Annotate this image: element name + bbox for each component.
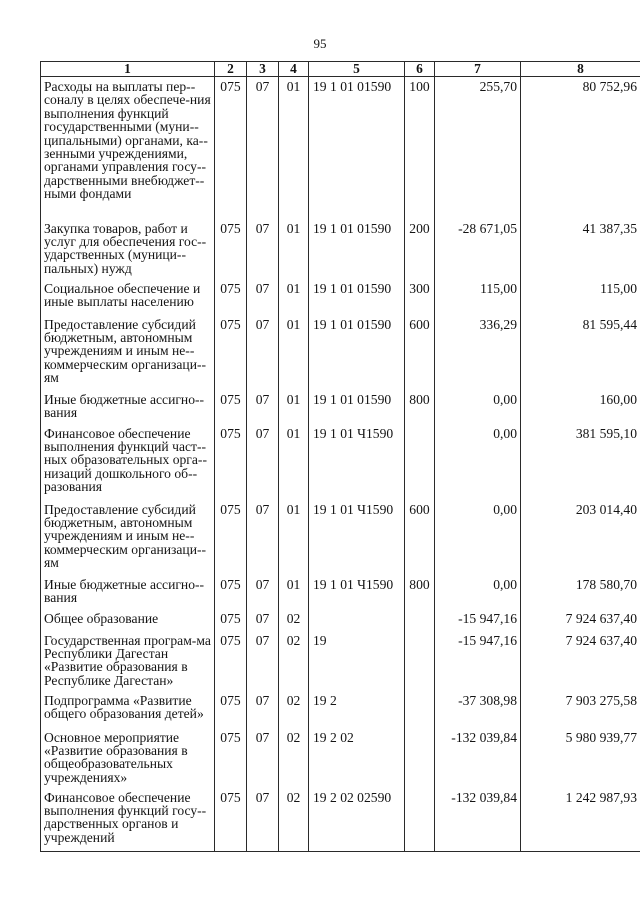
row-name: Финансовое обеспечение выполнения функций госу-дарственных органов и учреждений (41, 791, 215, 852)
cell-expense-type: 600 (405, 503, 435, 578)
cell-ministry: 075 (215, 731, 247, 791)
column-header-3: 3 (247, 62, 279, 77)
cell-change-amount: 0,00 (435, 503, 521, 578)
cell-change-amount: 0,00 (435, 427, 521, 503)
cell-subsection: 01 (279, 222, 309, 282)
table-row (41, 427, 640, 503)
cell-total-amount: 7 924 637,40 (521, 612, 640, 634)
cell-ministry: 075 (215, 634, 247, 694)
cell-section: 07 (247, 612, 279, 634)
cell-subsection: 01 (279, 393, 309, 427)
cell-section: 07 (247, 731, 279, 791)
cell-target-article: 19 1 01 01590 (309, 318, 405, 393)
cell-change-amount: -28 671,05 (435, 222, 521, 282)
cell-ministry: 075 (215, 318, 247, 393)
table-row (41, 222, 640, 282)
cell-change-amount: 115,00 (435, 282, 521, 318)
row-name: Предоставление субсидий бюджетным, автономным учреждениям и иным не-коммерческим организаци-ям (41, 503, 215, 578)
cell-ministry: 075 (215, 694, 247, 731)
cell-expense-type (405, 634, 435, 694)
cell-total-amount: 7 924 637,40 (521, 634, 640, 694)
row-name: Общее образование (41, 612, 215, 634)
cell-change-amount: -15 947,16 (435, 612, 521, 634)
cell-subsection: 01 (279, 427, 309, 503)
cell-change-amount: 0,00 (435, 578, 521, 612)
cell-target-article: 19 1 01 01590 (309, 282, 405, 318)
cell-section: 07 (247, 503, 279, 578)
cell-total-amount: 115,00 (521, 282, 640, 318)
cell-section: 07 (247, 791, 279, 852)
cell-target-article: 19 1 01 Ч1590 (309, 503, 405, 578)
row-name: Расходы на выплаты пер-соналу в целях обеспече-ния выполнения функций государственными (муни-ципальными) органами, ка-зенными учреждениями, органами управления госу-дарственными внебюджет-ными фондами (41, 77, 215, 222)
cell-total-amount: 1 242 987,93 (521, 791, 640, 852)
cell-expense-type (405, 612, 435, 634)
row-name: Государственная програм-ма Республики Дагестан «Развитие образования в Республике Дагестан» (41, 634, 215, 694)
cell-ministry: 075 (215, 427, 247, 503)
cell-expense-type: 300 (405, 282, 435, 318)
cell-ministry: 075 (215, 282, 247, 318)
row-name: Предоставление субсидий бюджетным, автономным учреждениям и иным не-коммерческим организаци-ям (41, 318, 215, 393)
cell-total-amount: 203 014,40 (521, 503, 640, 578)
cell-total-amount: 80 752,96 (521, 77, 640, 222)
table-row (41, 791, 640, 852)
cell-expense-type: 600 (405, 318, 435, 393)
cell-ministry: 075 (215, 503, 247, 578)
cell-section: 07 (247, 222, 279, 282)
cell-section: 07 (247, 427, 279, 503)
cell-section: 07 (247, 694, 279, 731)
cell-expense-type (405, 694, 435, 731)
cell-subsection: 02 (279, 791, 309, 852)
cell-total-amount: 160,00 (521, 393, 640, 427)
table-row (41, 77, 640, 222)
cell-target-article: 19 1 01 01590 (309, 77, 405, 222)
cell-target-article (309, 612, 405, 634)
cell-ministry: 075 (215, 578, 247, 612)
table-row (41, 503, 640, 578)
cell-total-amount: 81 595,44 (521, 318, 640, 393)
cell-subsection: 02 (279, 634, 309, 694)
cell-change-amount: 255,70 (435, 77, 521, 222)
header-row (41, 62, 640, 77)
cell-subsection: 01 (279, 578, 309, 612)
cell-expense-type: 800 (405, 578, 435, 612)
cell-ministry: 075 (215, 77, 247, 222)
cell-subsection: 02 (279, 612, 309, 634)
cell-expense-type: 200 (405, 222, 435, 282)
table-row (41, 318, 640, 393)
cell-ministry: 075 (215, 612, 247, 634)
cell-target-article: 19 1 01 01590 (309, 222, 405, 282)
cell-total-amount: 5 980 939,77 (521, 731, 640, 791)
row-name: Закупка товаров, работ и услуг для обеспечения гос-ударственных (муници-пальных) нужд (41, 222, 215, 282)
page-number: 95 (313, 36, 327, 51)
cell-change-amount: -132 039,84 (435, 731, 521, 791)
cell-target-article: 19 2 (309, 694, 405, 731)
cell-total-amount: 7 903 275,58 (521, 694, 640, 731)
budget-table (40, 61, 640, 852)
cell-target-article: 19 1 01 Ч1590 (309, 578, 405, 612)
table-row (41, 612, 640, 634)
cell-ministry: 075 (215, 393, 247, 427)
cell-change-amount: -15 947,16 (435, 634, 521, 694)
row-name: Иные бюджетные ассигно-вания (41, 393, 215, 427)
column-header-5: 5 (309, 62, 405, 77)
cell-subsection: 01 (279, 282, 309, 318)
row-name: Иные бюджетные ассигно-вания (41, 578, 215, 612)
table-row (41, 634, 640, 694)
cell-target-article: 19 1 01 Ч1590 (309, 427, 405, 503)
cell-section: 07 (247, 393, 279, 427)
cell-section: 07 (247, 318, 279, 393)
row-name: Подпрограмма «Развитие общего образования детей» (41, 694, 215, 731)
cell-ministry: 075 (215, 791, 247, 852)
cell-change-amount: -37 308,98 (435, 694, 521, 731)
column-header-7: 7 (435, 62, 521, 77)
cell-section: 07 (247, 578, 279, 612)
row-name: Социальное обеспечение и иные выплаты населению (41, 282, 215, 318)
column-header-2: 2 (215, 62, 247, 77)
column-header-1: 1 (41, 62, 215, 77)
table-row (41, 731, 640, 791)
cell-change-amount: 0,00 (435, 393, 521, 427)
cell-ministry: 075 (215, 222, 247, 282)
table-row (41, 694, 640, 731)
column-header-4: 4 (279, 62, 309, 77)
cell-target-article: 19 2 02 (309, 731, 405, 791)
cell-section: 07 (247, 77, 279, 222)
table-row (41, 393, 640, 427)
cell-subsection: 02 (279, 731, 309, 791)
table-row (41, 578, 640, 612)
cell-subsection: 02 (279, 694, 309, 731)
cell-target-article: 19 (309, 634, 405, 694)
cell-target-article: 19 2 02 02590 (309, 791, 405, 852)
column-header-8: 8 (521, 62, 640, 77)
cell-expense-type (405, 427, 435, 503)
cell-subsection: 01 (279, 503, 309, 578)
row-name: Финансовое обеспечение выполнения функций част-ных образовательных орга-низаций дошкольного об-разования (41, 427, 215, 503)
cell-expense-type (405, 731, 435, 791)
cell-total-amount: 178 580,70 (521, 578, 640, 612)
cell-subsection: 01 (279, 318, 309, 393)
cell-expense-type: 100 (405, 77, 435, 222)
cell-expense-type (405, 791, 435, 852)
table-row (41, 282, 640, 318)
cell-total-amount: 41 387,35 (521, 222, 640, 282)
cell-change-amount: -132 039,84 (435, 791, 521, 852)
cell-target-article: 19 1 01 01590 (309, 393, 405, 427)
cell-expense-type: 800 (405, 393, 435, 427)
cell-section: 07 (247, 282, 279, 318)
cell-total-amount: 381 595,10 (521, 427, 640, 503)
cell-subsection: 01 (279, 77, 309, 222)
cell-change-amount: 336,29 (435, 318, 521, 393)
column-header-6: 6 (405, 62, 435, 77)
cell-section: 07 (247, 634, 279, 694)
row-name: Основное мероприятие «Развитие образования в общеобразовательных учреждениях» (41, 731, 215, 791)
